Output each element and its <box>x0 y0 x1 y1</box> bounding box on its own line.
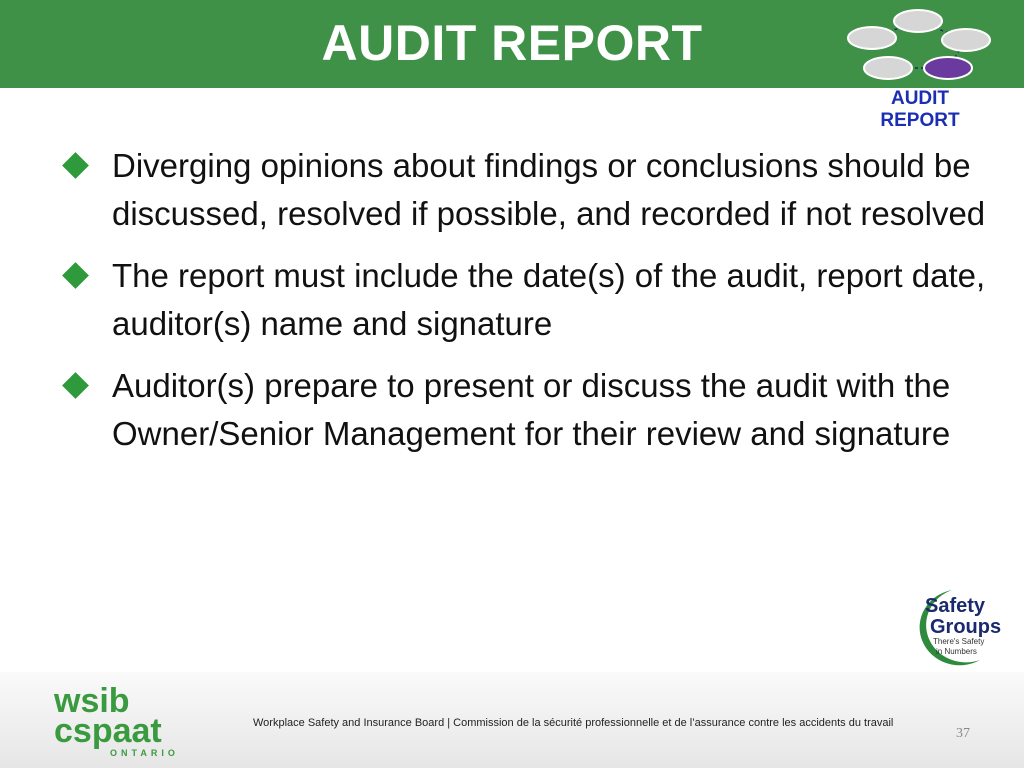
safety-groups-logo <box>900 584 1018 668</box>
safety-logo-line1: Safety <box>925 595 986 617</box>
bullet-item <box>62 142 992 238</box>
audit-cycle-icon <box>842 8 1000 86</box>
bullet-text: Auditor(s) prepare to present or discuss the audit with the Owner/Senior Management for their review and signature <box>112 367 951 452</box>
diamond-bullet-icon <box>62 262 89 289</box>
wsib-logo-line1: wsib <box>54 682 130 720</box>
bullet-text: Diverging opinions about findings or conclusions should be discussed, resolved if possible, and recorded if not resolved <box>112 147 986 232</box>
wsib-logo-line3: ONTARIO <box>110 748 179 758</box>
safety-logo-tagline2: in Numbers <box>936 647 977 656</box>
safety-logo-line2: Groups <box>930 616 1002 638</box>
diamond-bullet-icon <box>62 152 89 179</box>
bullet-list <box>62 142 992 472</box>
bullet-text: The report must include the date(s) of the audit, report date, auditor(s) name and signature <box>112 257 986 342</box>
cycle-stage-label <box>860 88 980 132</box>
wsib-logo <box>54 682 194 762</box>
page-number: 37 <box>956 726 970 741</box>
cycle-label-line1: AUDIT <box>890 88 950 109</box>
wsib-logo-line2: cspaat <box>54 712 162 750</box>
diamond-bullet-icon <box>62 372 89 399</box>
safety-logo-tagline1: There's Safety <box>933 637 985 646</box>
footer-organization-text: Workplace Safety and Insurance Board | Commission de la sécurité professionnelle et de l’assurance contre les accidents du travail <box>253 717 894 729</box>
bullet-item <box>62 362 992 458</box>
cycle-label-line2: REPORT <box>880 110 960 131</box>
slide-title: AUDIT REPORT <box>321 15 703 71</box>
bullet-item <box>62 252 992 348</box>
